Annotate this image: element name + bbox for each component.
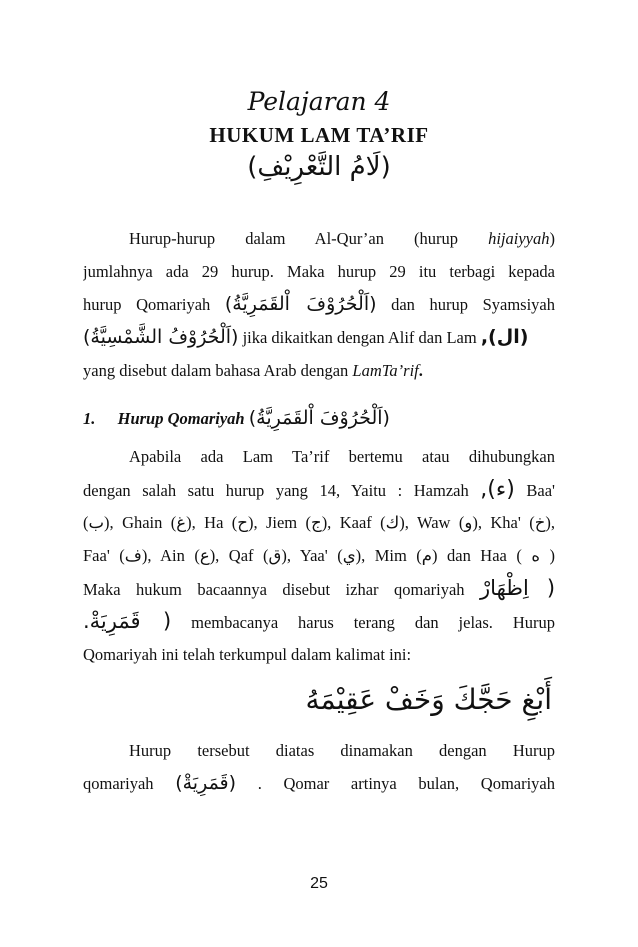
intro-line-3: [83, 288, 555, 321]
qom-line-5: [83, 572, 555, 605]
concl-line-2: [83, 767, 555, 800]
arabic-syamsiyah: (اَلْحُرُوْفُ الشَّمْسِيَّةُ): [83, 326, 239, 348]
arabic-kalimat: أَبْغِ حَجَّكَ وَخَفْ عَقِيْمَهُ: [305, 683, 552, 716]
intro-disebut-text: yang disebut dalam bahasa Arab dengan: [83, 361, 349, 380]
lesson-title: Pelajaran 4: [247, 87, 391, 116]
qom-baa-text: Baa': [526, 481, 555, 500]
intro-close-paren: ): [549, 229, 555, 248]
intro-alif-lam-text: jika dikaitkan dengan Alif dan Lam: [242, 328, 477, 347]
intro-period: .: [418, 361, 423, 380]
paragraph-qomariyah: [83, 440, 555, 671]
term-lamtarif: LamTa’rif: [352, 361, 419, 380]
arabic-izhar: ( اِظْهَارْ: [480, 576, 555, 600]
main-title: HUKUM LAM TA’RIF: [209, 123, 429, 147]
paragraph-conclusion: [83, 734, 555, 800]
intro-line-4: [83, 321, 555, 354]
arabic-qomariyah-2: (قَمَرِيَةْ): [175, 772, 237, 794]
intro-line-1: [83, 222, 555, 255]
qom-line-1: Apabila ada Lam Ta’rif bertemu atau dihubungkan: [129, 447, 555, 466]
arabic-hamzah: (ء),: [480, 477, 515, 502]
intro-syamsiyah-label: dan hurup Syamsiyah: [391, 295, 555, 314]
arabic-qomariyah: (اَلْحُرُوْفَ اْلقَمَرِيَّةُ): [224, 293, 377, 315]
section-title-arabic: (اَلْحُرُوْفَ اْلقَمَرِيَّةُ): [248, 407, 390, 429]
concl-line-1: Hurup tersebut diatas dinamakan dengan Hurup: [129, 741, 555, 760]
qom-line-6: [83, 605, 555, 638]
concl-bulan-text: . Qomar artinya bulan, Qomariyah: [257, 774, 555, 793]
term-hijaiyyah: hijaiyyah: [488, 229, 550, 248]
page-number: 25: [310, 875, 328, 892]
qom-line-4: Faa' (ف), Ain (ع), Qaf (ق), Yaa' (ي), Mim (م) dan Haa ( ه ): [83, 546, 555, 565]
qom-line-2: [83, 473, 555, 506]
arabic-alif-lam: (ال),: [480, 326, 529, 348]
qom-izhar-text: Maka hukum bacaannya disebut izhar qomariyah: [83, 580, 465, 599]
intro-line-5: [83, 354, 555, 387]
qom-line-3: (ب), Ghain (غ), Ha (ح), Jiem (ج), Kaaf (ك), Waw (و), Kha' (خ),: [83, 513, 555, 532]
section-heading: [83, 402, 555, 435]
arabic-title: (لَامُ التَّعْرِيْفِ): [247, 152, 391, 182]
arabic-qomariyah-word: ( قَمَرِيَةْ.: [83, 609, 172, 633]
concl-qomariyah-text: qomariyah: [83, 774, 154, 793]
section-heading-line: [83, 402, 555, 435]
intro-qomariyah-label: hurup Qomariyah: [83, 295, 211, 314]
qom-hamzah-text: dengan salah satu hurup yang 14, Yaitu : Hamzah: [83, 481, 469, 500]
qom-membacanya-text: membacanya harus terang dan jelas. Hurup: [191, 613, 555, 632]
paragraph-intro: [83, 222, 555, 387]
intro-line-2: jumlahnya ada 29 hurup. Maka hurup 29 itu terbagi kepada: [83, 262, 555, 281]
section-number: 1.: [83, 409, 96, 428]
section-title: Hurup Qomariyah: [117, 409, 245, 428]
intro-text: Hurup-hurup dalam Al-Qur’an (hurup: [129, 229, 459, 248]
qom-line-7: Qomariyah ini telah terkumpul dalam kalimat ini:: [83, 645, 412, 664]
